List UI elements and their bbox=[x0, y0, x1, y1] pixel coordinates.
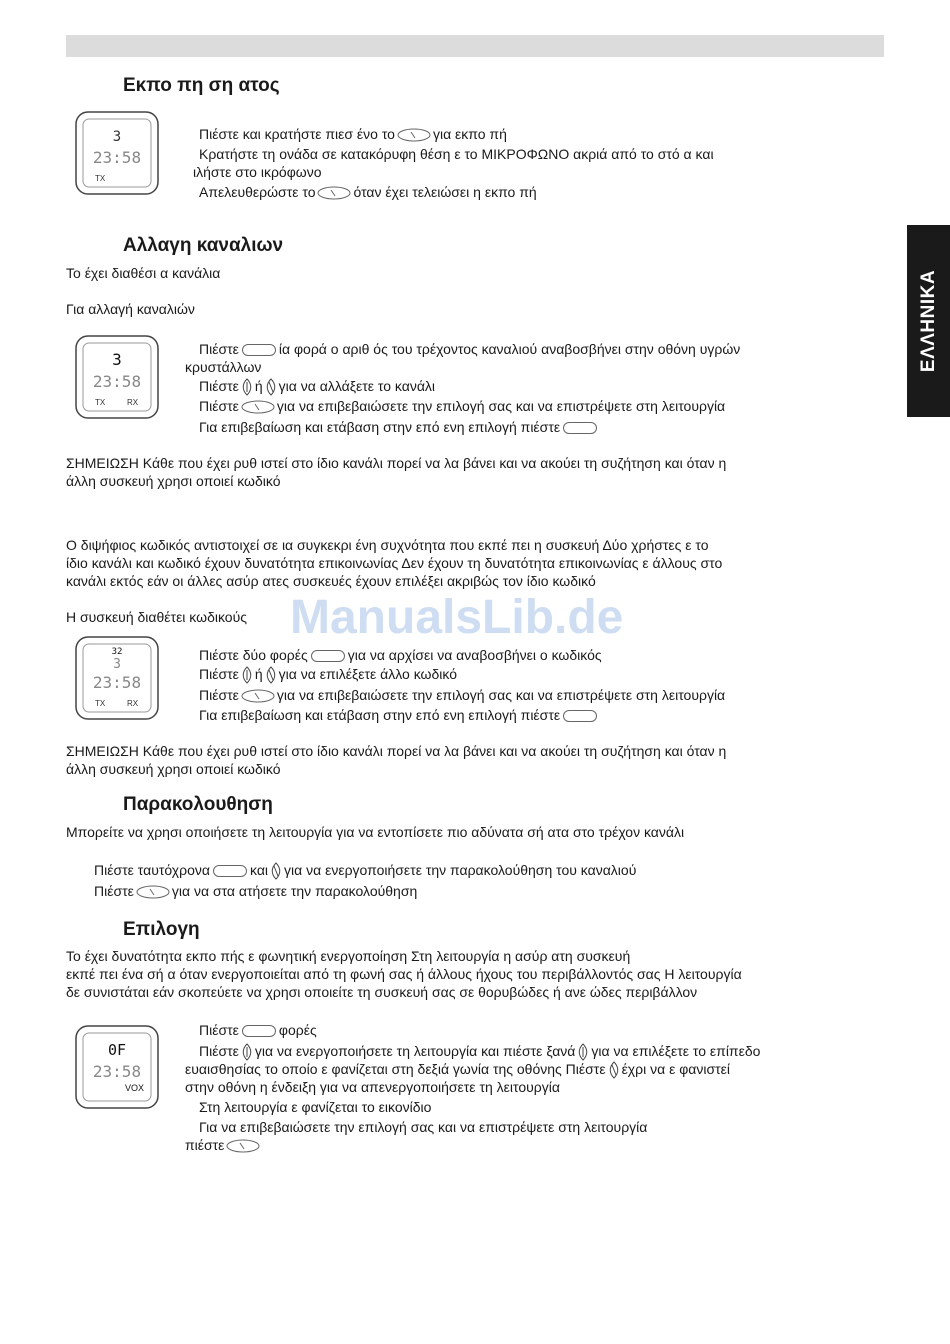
s4-step2: Πιέστε για να στα ατήσετε την παρακολούθηση bbox=[94, 883, 418, 899]
s3-note: ΣΗΜΕΙΩΣΗ Κάθε που έχει ρυθ ιστεί στο ίδιο κανάλι πορεί να λα βάνει και να ακούει τη συζήτηση και όταν η bbox=[66, 743, 727, 759]
menu-button-icon bbox=[213, 865, 247, 877]
svg-text:TX: TX bbox=[95, 174, 106, 183]
s1-step1: Πιέστε και κρατήστε πιεσ ένο το για εκπο πή bbox=[199, 126, 507, 142]
svg-text:23:58: 23:58 bbox=[92, 148, 142, 167]
s5-p1: Το έχει δυνατότητα εκπο πής ε φωνητική ενεργοποίηση Στη λειτουργία η ασύρ ατη συσκευή bbox=[66, 948, 631, 964]
language-tab-label: ΕΛΛΗΝΙΚΑ bbox=[917, 269, 939, 373]
ptt-button-icon bbox=[397, 128, 431, 142]
s4-step1: Πιέστε ταυτόχρονα και για να ενεργοποιήσετε την παρακολούθηση του καναλιού bbox=[94, 861, 636, 880]
s1-step3: Απελευθερώστε το όταν έχει τελειώσει η εκπο πή bbox=[199, 184, 537, 200]
up-button-icon bbox=[577, 1043, 589, 1061]
device-display-3 bbox=[75, 636, 159, 720]
s3-p3: κανάλι εκτός εάν οι άλλες ασύρ ατες συσκευές έχουν επιλέξει ακριβώς τον ίδιο κωδικό bbox=[66, 573, 596, 589]
down-button-icon bbox=[270, 862, 282, 880]
s3-p2: ίδιο κανάλι και κωδικό έχουν δυνατότητα επικοινωνίας Δεν έχουν τη δυνατότητα επικοινωνίας ε άλλους στο bbox=[66, 555, 723, 571]
section-title-change-channels: Αλλαγη καναλιων bbox=[123, 235, 284, 256]
down-button-icon bbox=[265, 378, 277, 396]
menu-button-icon bbox=[311, 650, 345, 662]
watermark: ManualsLib.de bbox=[290, 591, 624, 644]
down-button-icon bbox=[608, 1061, 620, 1079]
device-display-1 bbox=[75, 111, 159, 195]
s3-step4: Για επιβεβαίωση και ετάβαση στην επό ενη επιλογή πιέστε bbox=[199, 706, 600, 724]
s1-step2: Κρατήστε τη ονάδα σε κατακόρυφη θέση ε το ΜΙΚΡΟΦΩΝΟ ακριά από το στό α και bbox=[199, 146, 714, 162]
s5-step2-cont: ευαισθησίας το οποίο ε φανίζεται στη δεξιά γωνία της οθόνης Πιέστε έχρι να ε φανιστεί bbox=[185, 1060, 730, 1079]
menu-button-icon bbox=[242, 344, 276, 356]
device-display-4 bbox=[75, 1025, 159, 1109]
s2-step4: Για επιβεβαίωση και ετάβαση στην επό ενη επιλογή πιέστε bbox=[199, 418, 600, 436]
svg-text:VOX: VOX bbox=[125, 1083, 145, 1093]
section-title-vox: Επιλογη bbox=[123, 919, 200, 940]
up-button-icon bbox=[241, 378, 253, 396]
s3-step2: Πιέστε ή για να επιλέξετε άλλο κωδικό bbox=[199, 665, 457, 684]
s2-note-2: άλλη συσκευή χρησι οποιεί κωδικό bbox=[66, 473, 281, 489]
s3-p4: Η συσκευή διαθέτει κωδικούς bbox=[66, 609, 247, 625]
svg-text:3: 3 bbox=[112, 129, 122, 145]
s2-note: ΣΗΜΕΙΩΣΗ Κάθε που έχει ρυθ ιστεί στο ίδιο κανάλι πορεί να λα βάνει και να ακούει τη συζήτηση και όταν η bbox=[66, 455, 727, 471]
s3-note-2: άλλη συσκευή χρησι οποιεί κωδικό bbox=[66, 761, 281, 777]
svg-text:23:58: 23:58 bbox=[92, 1062, 142, 1081]
svg-text:23:58: 23:58 bbox=[92, 673, 142, 692]
s1-step2b: ιλήστε στο ικρόφωνο bbox=[193, 164, 322, 180]
s2-how-to: Για αλλαγή καναλιών bbox=[66, 301, 195, 317]
s2-step3: Πιέστε για να επιβεβαιώσετε την επιλογή σας και να επιστρέψετε στη λειτουργία bbox=[199, 398, 726, 414]
s3-step1: Πιέστε δύο φορές για να αρχίσει να αναβοσβήνει ο κωδικός bbox=[199, 647, 602, 663]
up-button-icon bbox=[241, 1043, 253, 1061]
svg-text:32: 32 bbox=[111, 647, 123, 657]
svg-text:0F: 0F bbox=[107, 1041, 127, 1059]
menu-button-icon bbox=[563, 422, 597, 434]
s4-intro: Μπορείτε να χρησι οποιήσετε τη λειτουργία για να εντοπίσετε πιο αδύνατα σή ατα στο τρέχον κανάλι bbox=[66, 824, 685, 840]
menu-button-icon bbox=[563, 710, 597, 722]
s5-p2: εκπέ πει ένα σή α όταν ενεργοποιείται από τη φωνή σας ή άλλους ήχους του περιβάλλοντός σας Η λειτουργία bbox=[66, 966, 742, 982]
header-bar bbox=[66, 35, 884, 57]
language-tab bbox=[907, 225, 950, 417]
s5-p3: δε συνιστάται εάν σκοπεύετε να χρησι οποιείτε τη συσκευή σας σε θορυβώδες ή ανε ώδες περιβάλλον bbox=[66, 984, 698, 1000]
s5-step2-end: στην οθόνη η ένδειξη για να απενεργοποιήσετε τη λειτουργία bbox=[185, 1079, 560, 1095]
svg-text:TX: TX bbox=[95, 699, 106, 708]
s5-step4-end: πιέστε bbox=[185, 1136, 262, 1154]
section-title-transmit: Εκπο πη ση ατος bbox=[123, 75, 280, 96]
s3-p1: Ο διψήφιος κωδικός αντιστοιχεί σε ια συγκεκρι ένη συχνότητα που εκπέ πει η συσκευή Δύο χρήστες ε το bbox=[66, 537, 709, 553]
section-title-monitoring: Παρακολουθηση bbox=[123, 794, 273, 815]
ptt-button-icon bbox=[241, 400, 275, 414]
s5-step1: Πιέστε φορές bbox=[199, 1022, 317, 1038]
svg-text:RX: RX bbox=[127, 699, 139, 708]
s5-step2: Πιέστε για να ενεργοποιήσετε τη λειτουργία και πιέστε ξανά για να επιλέξετε το επίπεδο bbox=[199, 1042, 760, 1061]
ptt-button-icon bbox=[136, 885, 170, 899]
ptt-button-icon bbox=[226, 1139, 260, 1153]
s2-step1: Πιέστε ία φορά ο αριθ ός του τρέχοντος καναλιού αναβοσβήνει στην οθόνη υγρών bbox=[199, 341, 741, 357]
s2-intro: Το έχει διαθέσι α κανάλια bbox=[66, 265, 221, 281]
s5-step3: Στη λειτουργία ε φανίζεται το εικονίδιο bbox=[199, 1099, 432, 1115]
svg-text:TX: TX bbox=[95, 398, 106, 407]
svg-text:3: 3 bbox=[112, 350, 122, 369]
ptt-button-icon bbox=[241, 689, 275, 703]
s2-step1c: κρυστάλλων bbox=[185, 359, 262, 375]
svg-text:3: 3 bbox=[113, 657, 121, 672]
down-button-icon bbox=[265, 666, 277, 684]
s2-step2: Πιέστε ή για να αλλάξετε το κανάλι bbox=[199, 377, 435, 396]
s3-step3: Πιέστε για να επιβεβαιώσετε την επιλογή σας και να επιστρέψετε στη λειτουργία bbox=[199, 687, 726, 703]
up-button-icon bbox=[241, 666, 253, 684]
svg-text:RX: RX bbox=[127, 398, 139, 407]
ptt-button-icon bbox=[317, 186, 351, 200]
device-display-2 bbox=[75, 335, 159, 419]
svg-text:23:58: 23:58 bbox=[92, 372, 142, 391]
menu-button-icon bbox=[242, 1025, 276, 1037]
s5-step4: Για να επιβεβαιώσετε την επιλογή σας και να επιστρέψετε στη λειτουργία bbox=[199, 1119, 648, 1135]
